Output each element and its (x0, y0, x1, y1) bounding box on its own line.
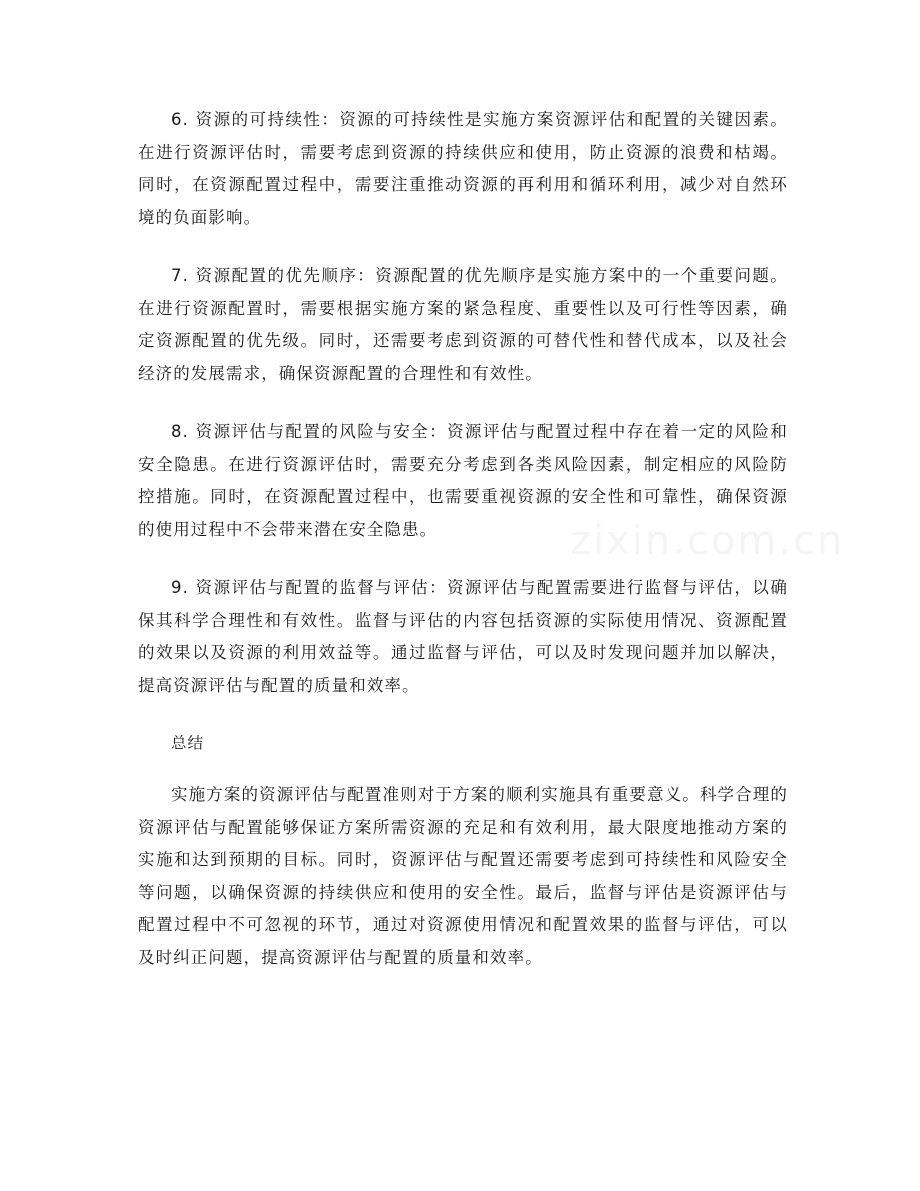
summary-paragraph: 实施方案的资源评估与配置准则对于方案的顺利实施具有重要意义。科学合理的资源评估与配置能够保证方案所需资源的充足和有效利用，最大限度地推动方案的实施和达到预期的目标。同时，资源评估与配置还需要考虑到可持续性和风险安全等问题，以确保资源的持续供应和使用的安全性。最后，监督与评估是资源评估与配置过程中不可忽视的环节，通过对资源使用情况和配置效果的监督与评估，可以及时纠正问题，提高资源评估与配置的质量和效率。 (138, 785, 788, 967)
paragraph-priority-order: 7. 资源配置的优先顺序：资源配置的优先顺序是实施方案中的一个重要问题。在进行资源配置时，需要根据实施方案的紧急程度、重要性以及可行性等因素，确定资源配置的优先级。同时，还需要考虑到资源的可替代性和替代成本，以及社会经济的发展需求，确保资源配置的合理性和有效性。 (138, 266, 788, 383)
paragraph-sustainability: 6. 资源的可持续性：资源的可持续性是实施方案资源评估和配置的关键因素。在进行资源评估时，需要考虑到资源的持续供应和使用，防止资源的浪费和枯竭。同时，在资源配置过程中，需要注重推动资源的再利用和循环利用，减少对自然环境的负面影响。 (138, 110, 788, 227)
watermark: zixin.com.cn (570, 518, 845, 564)
paragraph-supervision: 9. 资源评估与配置的监督与评估：资源评估与配置需要进行监督与评估，以确保其科学合理性和有效性。监督与评估的内容包括资源的实际使用情况、资源配置的效果以及资源的利用效益等。通过监督与评估，可以及时发现问题并加以解决，提高资源评估与配置的质量和效率。 (138, 578, 788, 695)
summary-heading: 总结 (171, 734, 205, 752)
paragraph-risk-safety: 8. 资源评估与配置的风险与安全：资源评估与配置过程中存在着一定的风险和安全隐患。在进行资源评估时，需要充分考虑到各类风险因素，制定相应的风险防控措施。同时，在资源配置过程中，也需要重视资源的安全性和可靠性，确保资源的使用过程中不会带来潜在安全隐患。 (138, 422, 788, 539)
document-body (138, 104, 788, 1000)
